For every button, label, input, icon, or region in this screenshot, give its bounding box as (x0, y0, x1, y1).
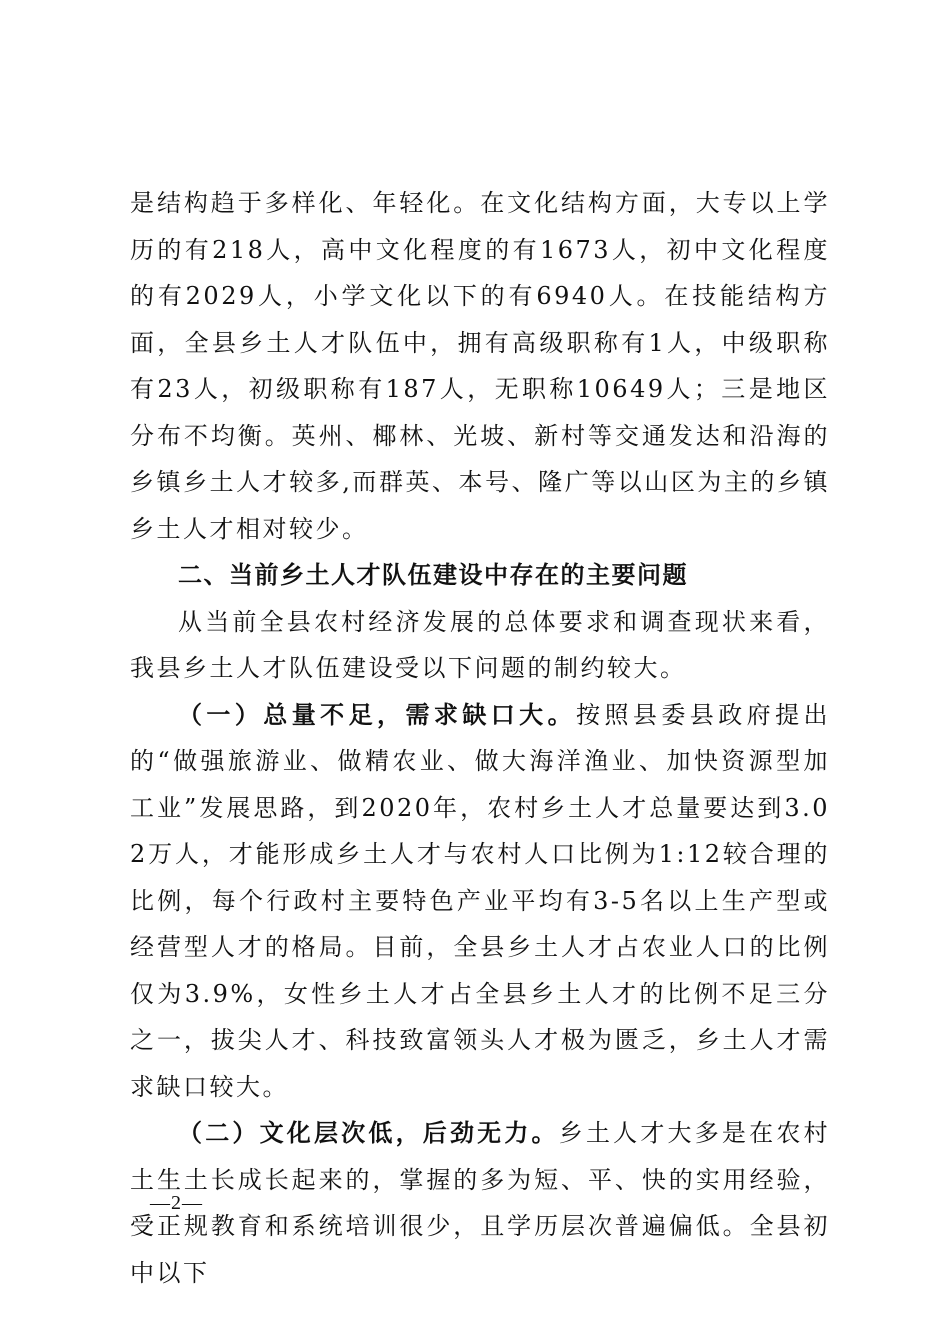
paragraph-point-1 (130, 692, 830, 1111)
point-2-body: 乡土人才大多是在农村土生土长成长起来的，掌握的多为短、平、快的实用经验，受正规教育和系统培训很少，且学历层次普遍偏低。全县初中以下 (130, 1119, 831, 1287)
page-number: —2— (150, 1192, 203, 1214)
paragraph-continuation: 是结构趋于多样化、年轻化。在文化结构方面，大专以上学历的有218人，高中文化程度的有1673人，初中文化程度的有2029人，小学文化以下的有6940人。在技能结构方面，全县乡土人才队伍中，拥有高级职称有1人，中级职称有23人，初级职称有187人，无职称10649人；三是地区分布不均衡。英州、椰林、光坡、新村等交通发达和沿海的乡镇乡土人才较多,而群英、本号、隆广等以山区为主的乡镇乡土人才相对较少。 (130, 189, 830, 543)
body-text (130, 180, 830, 1296)
point-1-body: 按照县委县政府提出的“做强旅游业、做精农业、做大海洋渔业、加快资源型加工业”发展思路，到2020年，农村乡土人才总量要达到3.02万人，才能形成乡土人才与农村人口比例为1:12较合理的比例，每个行政村主要特色产业平均有3-5名以上生产型或经营型人才的格局。目前，全县乡土人才占农业人口的比例仅为3.9%，女性乡土人才占全县乡土人才的比例不足三分之一，拔尖人才、科技致富领头人才极为匮乏，乡土人才需求缺口较大。 (130, 700, 831, 1101)
paragraph-intro: 从当前全县农村经济发展的总体要求和调查现状来看，我县乡土人才队伍建设受以下问题的制约较大。 (130, 607, 830, 682)
paragraph-point-2 (130, 1110, 830, 1296)
point-2-heading: （二）文化层次低，后劲无力。 (178, 1118, 559, 1147)
section-heading: 二、当前乡土人才队伍建设中存在的主要问题 (178, 561, 688, 589)
point-1-heading: （一）总量不足，需求缺口大。 (178, 699, 577, 729)
